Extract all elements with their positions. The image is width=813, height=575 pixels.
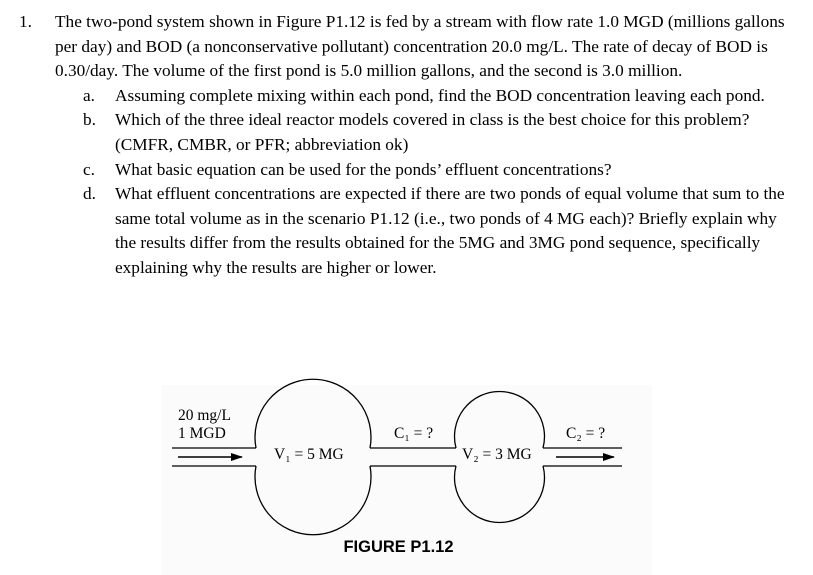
question-number: 1.: [19, 12, 32, 31]
sub-question-text: What basic equation can be used for the ponds’ effluent concentrations?: [115, 159, 612, 179]
pond-2-volume-label: V₂ = 3 MG: [462, 446, 532, 463]
sub-question-text: Which of the three ideal reactor models covered in class is the best choice for this problem? (CMFR, CMBR, or PFR; abbreviation ok): [115, 110, 750, 154]
sub-question-label: a.: [83, 85, 95, 105]
figure-caption: FIGURE P1.12: [343, 538, 454, 556]
sub-question-text: What effluent concentrations are expected if there are two ponds of equal volume that sum to the same total volume as in the scenario P1.12 (i.e., two ponds of 4 MG each)? Briefly explain why the results differ from the results obtained for the 5MG and 3MG pond sequence, specifically explaining why the results are higher or lower.: [115, 184, 785, 277]
pond-1-volume-label: V₁ = 5 MG: [274, 446, 344, 463]
question-text: The two-pond system shown in Figure P1.12 is fed by a stream with flow rate 1.0 MGD (millions gallons per day) and BOD (a nonconservative pollutant) concentration 20.0 mg/L. The rate of decay of BOD is 0.30/day. The volume of the first pond is 5.0 million gallons, and the second is 3.0 million.: [55, 12, 785, 81]
c2-label: C₂ = ?: [566, 425, 606, 442]
sub-question-label: d.: [83, 184, 96, 204]
sub-question-label: b.: [83, 110, 96, 130]
c1-label: C₁ = ?: [394, 425, 434, 442]
sub-question-label: c.: [83, 159, 95, 179]
inflow-rate-label: 1 MGD: [178, 425, 226, 442]
sub-question-text: Assuming complete mixing within each pond, find the BOD concentration leaving each pond.: [115, 85, 765, 105]
inflow-concentration-label: 20 mg/L: [178, 407, 231, 424]
